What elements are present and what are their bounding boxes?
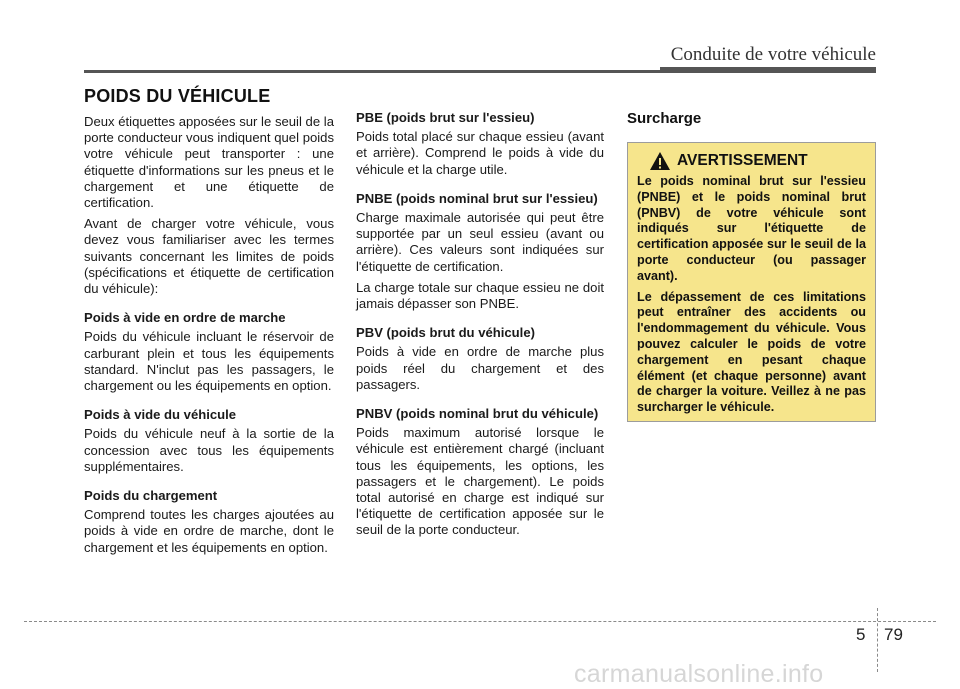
warning-text: Le poids nominal brut sur l'essieu (PNBE) et le poids nominal brut (PNBV) de votre véhicule sont indiqués sur l'étiquette de certification apposée sur le seuil de la porte conducteur (ou passager avant).	[637, 174, 866, 283]
section-title: POIDS DU VÉHICULE	[84, 86, 271, 106]
term-title: PNBV (poids nominal brut du véhicule)	[356, 406, 599, 422]
term-title: PNBE (poids nominal brut sur l'essieu)	[356, 190, 598, 206]
term-title: PBV (poids brut du véhicule)	[356, 325, 535, 341]
term-text: Comprend toutes les charges ajoutées au poids à vide en ordre de marche, dont le chargement et les équipements en option.	[84, 507, 334, 555]
term-text: Charge maximale autorisée qui peut être supportée par un seul essieu (avant ou arrière). Ces valeurs sont indiquées sur l'étiquette de certification.	[356, 210, 604, 274]
term-title: Poids du chargement	[84, 488, 218, 504]
page-number: 79	[884, 625, 903, 644]
term-text: Poids du véhicule incluant le réservoir de carburant plein et tous les équipements standard. N'inclut pas les passagers, le chargement ou les équipements en option.	[84, 329, 334, 394]
footer-rule	[24, 621, 936, 622]
term-text: Poids à vide en ordre de marche plus poids réel du chargement et des passagers.	[356, 344, 604, 392]
term-text: Poids du véhicule neuf à la sortie de la concession avec tous les équipements supplémentaires.	[84, 426, 334, 474]
chapter-number: 5	[856, 625, 866, 644]
term-title: Poids à vide en ordre de marche	[84, 310, 286, 326]
term-text: La charge totale sur chaque essieu ne doit jamais dépasser son PNBE.	[356, 279, 604, 312]
warning-triangle-icon	[649, 151, 671, 171]
warning-body	[637, 174, 866, 416]
term-text: Poids total placé sur chaque essieu (avant et arrière). Comprend le poids à vide du véhicule et la charge utile.	[356, 129, 604, 177]
header-rule-accent	[660, 67, 876, 73]
term-title: Poids à vide du véhicule	[84, 407, 237, 423]
term-title: PBE (poids brut sur l'essieu)	[356, 110, 535, 125]
warning-box	[627, 142, 876, 422]
column-left	[84, 114, 334, 561]
warning-text: Le dépassement de ces limitations peut entraîner des accidents ou l'endommagement du véhicule. Vous pouvez calculer le poids de votre chargement en pesant chaque élément (et chaque personne) avant de charger la voiture. Veillez à ne pas surcharger le véhicule.	[637, 289, 866, 415]
watermark: carmanualsonline.info	[574, 660, 824, 688]
intro-paragraph-2: Avant de charger votre véhicule, vous devez vous familiariser avec les termes suivants concernant les limites de poids (spécifications et étiquette de certification du véhicule):	[84, 216, 334, 297]
running-header: Conduite de votre véhicule	[670, 44, 876, 65]
warning-title: AVERTISSEMENT	[677, 152, 808, 169]
page-number-divider	[877, 608, 878, 672]
warning-header	[649, 151, 866, 171]
term-text: Poids maximum autorisé lorsque le véhicule est entièrement chargé (incluant tous les équipements, les options, les passagers et le chargement). Le poids total autorisé en charge est indiqué sur l'étiquette de certification apposée sur le seuil de la porte conducteur.	[356, 425, 604, 538]
subsection-title: Surcharge	[627, 110, 702, 127]
intro-paragraph: Deux étiquettes apposées sur le seuil de la porte conducteur vous indiquent quel poids votre véhicule peut transporter : une étiquette d'informations sur les pneus et le chargement et une étiquette de certification.	[84, 114, 334, 211]
column-middle	[356, 110, 604, 544]
